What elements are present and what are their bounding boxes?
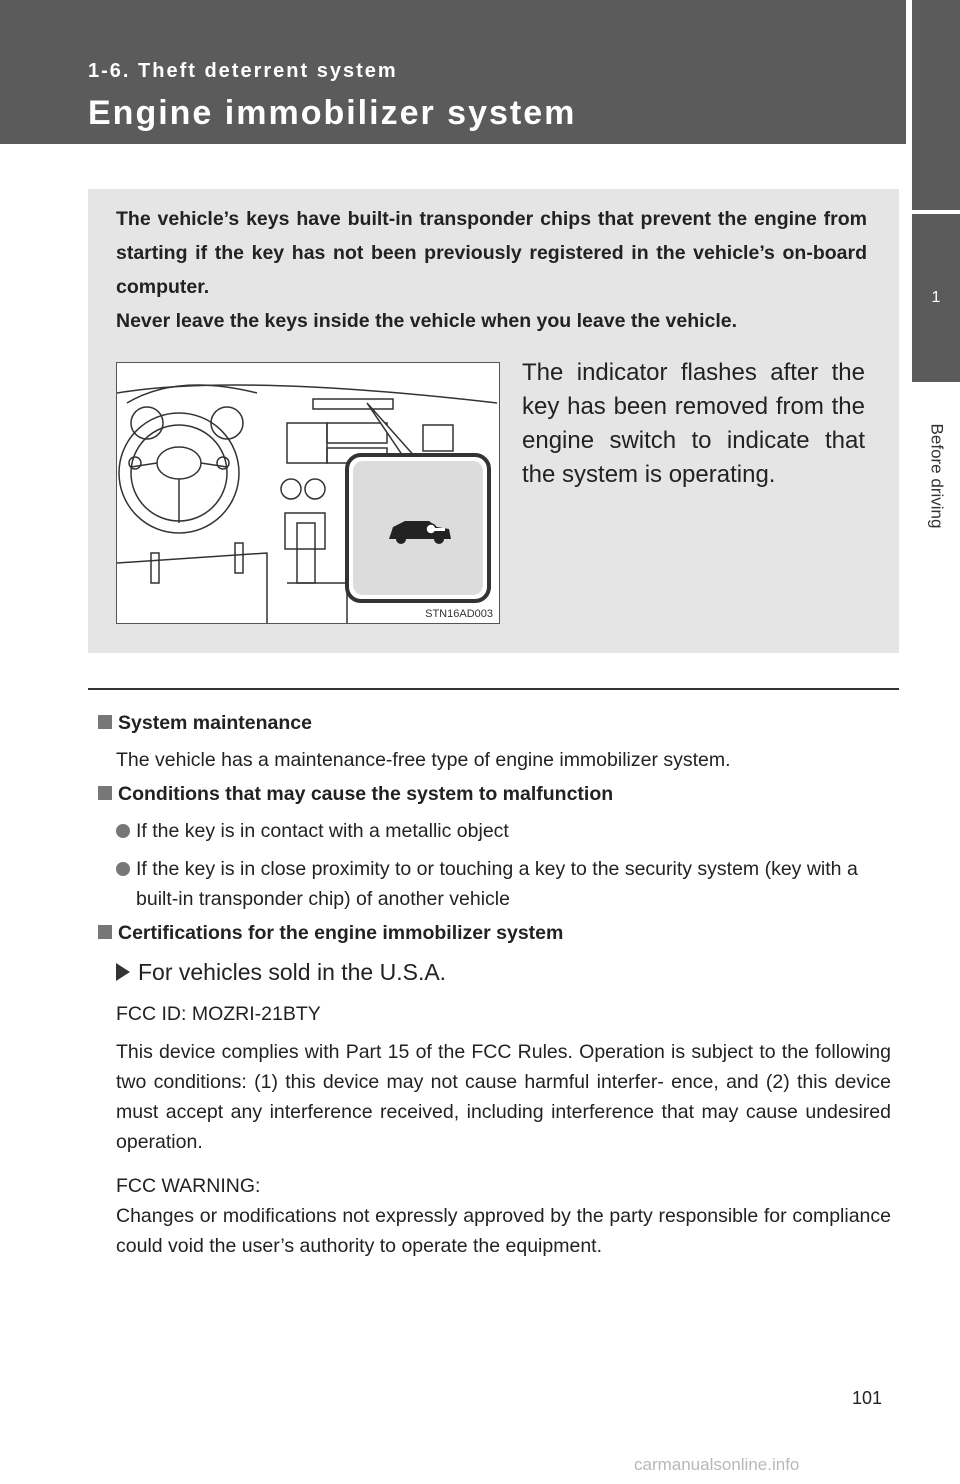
intro-paragraph: The vehicle’s keys have built-in transponder chips that prevent the engine from starting if the key has not been previously registered in the vehicle’s on-board computer. (116, 208, 867, 298)
list-item (116, 816, 891, 846)
page-number: 101 (852, 1388, 883, 1408)
list-item (116, 854, 891, 914)
watermark: carmanualsonline.info (634, 1455, 800, 1474)
heading-maintenance (98, 712, 891, 735)
subheading-text: For vehicles sold in the U.S.A. (138, 959, 447, 985)
circle-bullet-icon (116, 862, 130, 876)
chapter-number-tab[interactable] (912, 214, 960, 382)
fcc-id: FCC ID: MOZRI-21BTY (116, 1003, 321, 1025)
figure-code: STN16AD003 (425, 608, 493, 620)
subheading-usa (116, 955, 891, 989)
fcc-compliance: This device complies with Part 15 of the FCC Rules. Operation is subject to the following two conditions: (1) this device may not cause harmful interfer- ence, and (2) this device must accept any interference received, including interference that may cause undesired operation. (116, 1041, 891, 1153)
fcc-warning-text: Changes or modifications not expressly approved by the party responsible for compliance could void the user’s authority to operate the equipment. (116, 1205, 891, 1257)
triangle-arrow-icon (116, 963, 130, 981)
circle-bullet-icon (116, 824, 130, 838)
heading-text: Conditions that may cause the system to malfunction (118, 783, 614, 805)
heading-text: Certifications for the engine immobilizer system (118, 922, 564, 944)
heading-text: System maintenance (118, 712, 313, 734)
square-bullet-icon (98, 786, 112, 800)
figure-caption: The indicator flashes after the key has been removed from the engine switch to indicate that the system is operating. (522, 359, 865, 488)
fcc-warning (116, 1171, 891, 1261)
dashboard-drawing (117, 363, 499, 623)
section-divider (88, 688, 899, 690)
list-item-text: If the key is in close proximity to or touching a key to the security system (key with a built-in transponder chip) of another vehicle (136, 858, 858, 910)
dashboard-illustration (116, 362, 500, 624)
square-bullet-icon (98, 925, 112, 939)
heading-malfunction (98, 783, 891, 806)
section-label: 1-6. Theft deterrent system (88, 60, 398, 82)
side-tab-top (912, 0, 960, 210)
fcc-warning-title: FCC WARNING: (116, 1175, 261, 1197)
chapter-name-tab[interactable] (912, 386, 960, 566)
heading-certifications (98, 922, 891, 945)
intro-warning: Never leave the keys inside the vehicle when you leave the vehicle. (116, 310, 738, 332)
list-item-text: If the key is in contact with a metallic object (136, 820, 509, 842)
chapter-number: 1 (931, 289, 941, 306)
chapter-name: Before driving (927, 423, 947, 529)
page-title: Engine immobilizer system (88, 94, 577, 132)
maintenance-text: The vehicle has a maintenance-free type of engine immobilizer system. (116, 749, 731, 771)
square-bullet-icon (98, 715, 112, 729)
intro-text (116, 202, 867, 338)
main-content (98, 712, 891, 1269)
